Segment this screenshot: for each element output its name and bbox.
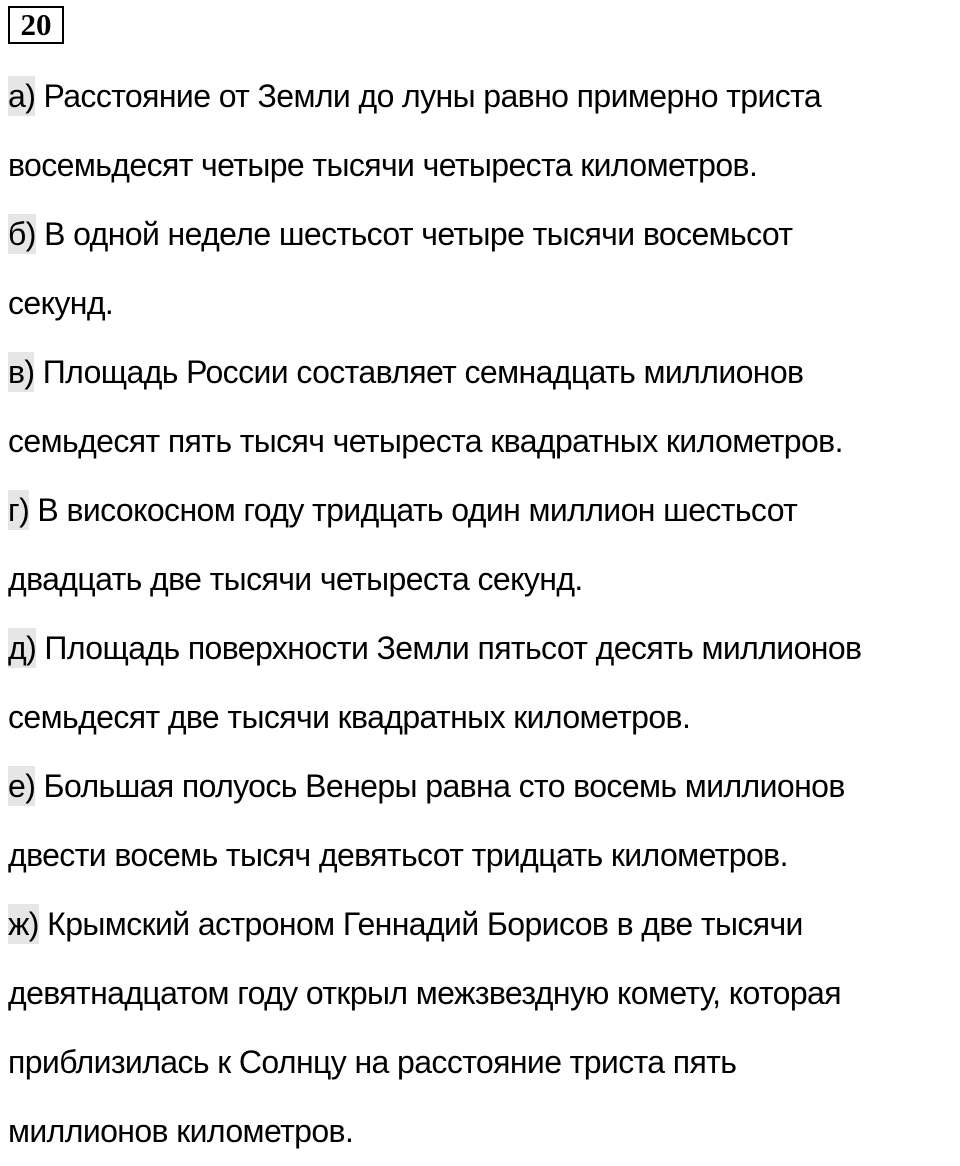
item-label: е) <box>8 768 36 804</box>
item-label: в) <box>8 354 35 390</box>
list-item <box>8 338 956 476</box>
item-text: Площадь России составляет семнадцать миллионов <box>34 354 804 390</box>
item-line: миллионов километров. <box>8 1113 354 1149</box>
item-line: приблизилась к Солнцу на расстояние триста пять <box>8 1044 737 1080</box>
item-label: г) <box>8 492 30 528</box>
task-number-box: 20 <box>8 6 64 44</box>
item-line: двадцать две тысячи четыреста секунд. <box>8 561 583 597</box>
list-item <box>8 200 956 338</box>
list-item <box>8 476 956 614</box>
item-line <box>8 338 956 407</box>
item-line: секунд. <box>8 285 114 321</box>
item-text: В високосном году тридцать один миллион шестьсот <box>29 492 798 528</box>
item-line: семьдесят две тысячи квадратных километров. <box>8 699 691 735</box>
item-line <box>8 752 956 821</box>
list-item <box>8 62 956 200</box>
item-label: ж) <box>8 906 39 942</box>
item-text: Расстояние от Земли до луны равно примерно триста <box>35 78 822 114</box>
list-item <box>8 614 956 752</box>
answer-list <box>8 62 956 1166</box>
item-line: девятнадцатом году открыл межзвездную комету, которая <box>8 975 841 1011</box>
item-line <box>8 62 956 131</box>
item-line: восемьдесят четыре тысячи четыреста километров. <box>8 147 758 183</box>
item-label: д) <box>8 630 37 666</box>
list-item <box>8 890 956 1166</box>
item-text: Большая полуось Венеры равна сто восемь миллионов <box>35 768 845 804</box>
item-text: Площадь поверхности Земли пятьсот десять миллионов <box>36 630 862 666</box>
item-line: двести восемь тысяч девятьсот тридцать километров. <box>8 837 788 873</box>
item-line <box>8 476 956 545</box>
item-line <box>8 200 956 269</box>
item-line: семьдесят пять тысяч четыреста квадратных километров. <box>8 423 843 459</box>
item-text: В одной неделе шестьсот четыре тысячи восемьсот <box>35 216 793 252</box>
item-text: Крымский астроном Геннадий Борисов в две тысячи <box>38 906 803 942</box>
item-label: а) <box>8 78 36 114</box>
item-line <box>8 614 956 683</box>
item-line <box>8 890 956 959</box>
item-label: б) <box>8 216 36 252</box>
list-item <box>8 752 956 890</box>
